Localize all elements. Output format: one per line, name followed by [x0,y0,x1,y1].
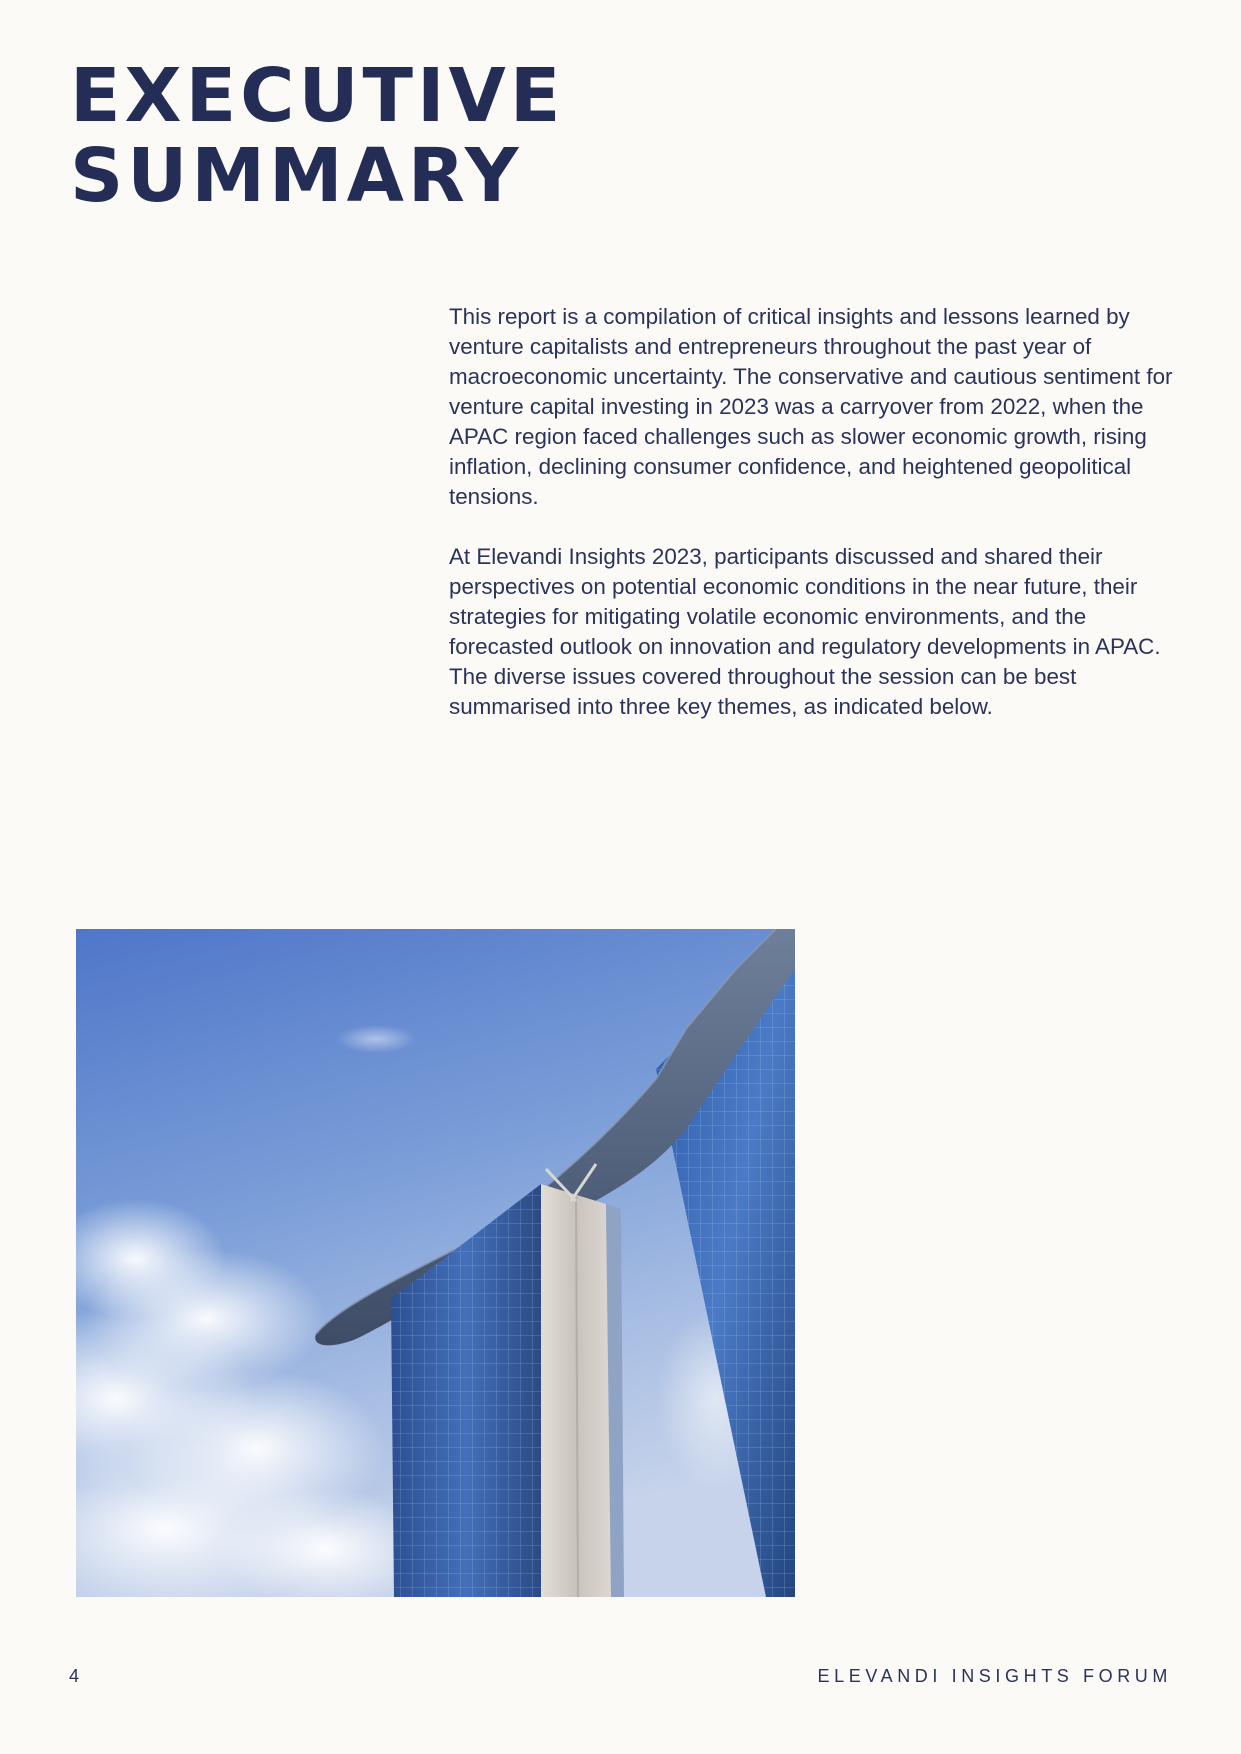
page-title-line-1: EXECUTIVE [70,53,565,139]
footer-brand: ELEVANDI INSIGHTS FORUM [817,1666,1172,1686]
building-photo [76,929,795,1597]
page-title-line-2: SUMMARY [70,133,523,219]
page-title [70,53,565,219]
intro-paragraph-1: This report is a compilation of critical insights and lessons learned by venture capitalists and entrepreneurs throughout the past year of macroeconomic uncertainty. The conservative and cautious sentiment for venture capital investing in 2023 was a carryover from 2022, when the APAC region faced challenges such as slower economic growth, rising inflation, declining consumer confidence, and heightened geopolitical tensions. [449,304,1173,509]
page-number: 4 [69,1666,81,1686]
intro-text [449,302,1179,752]
intro-paragraph-2: At Elevandi Insights 2023, participants discussed and shared their perspectives on potential economic conditions in the near future, their strategies for mitigating volatile economic environments, and the forecasted outlook on innovation and regulatory developments in APAC. The diverse issues covered throughout the session can be best summarised into three key themes, as indicated below. [449,544,1161,719]
